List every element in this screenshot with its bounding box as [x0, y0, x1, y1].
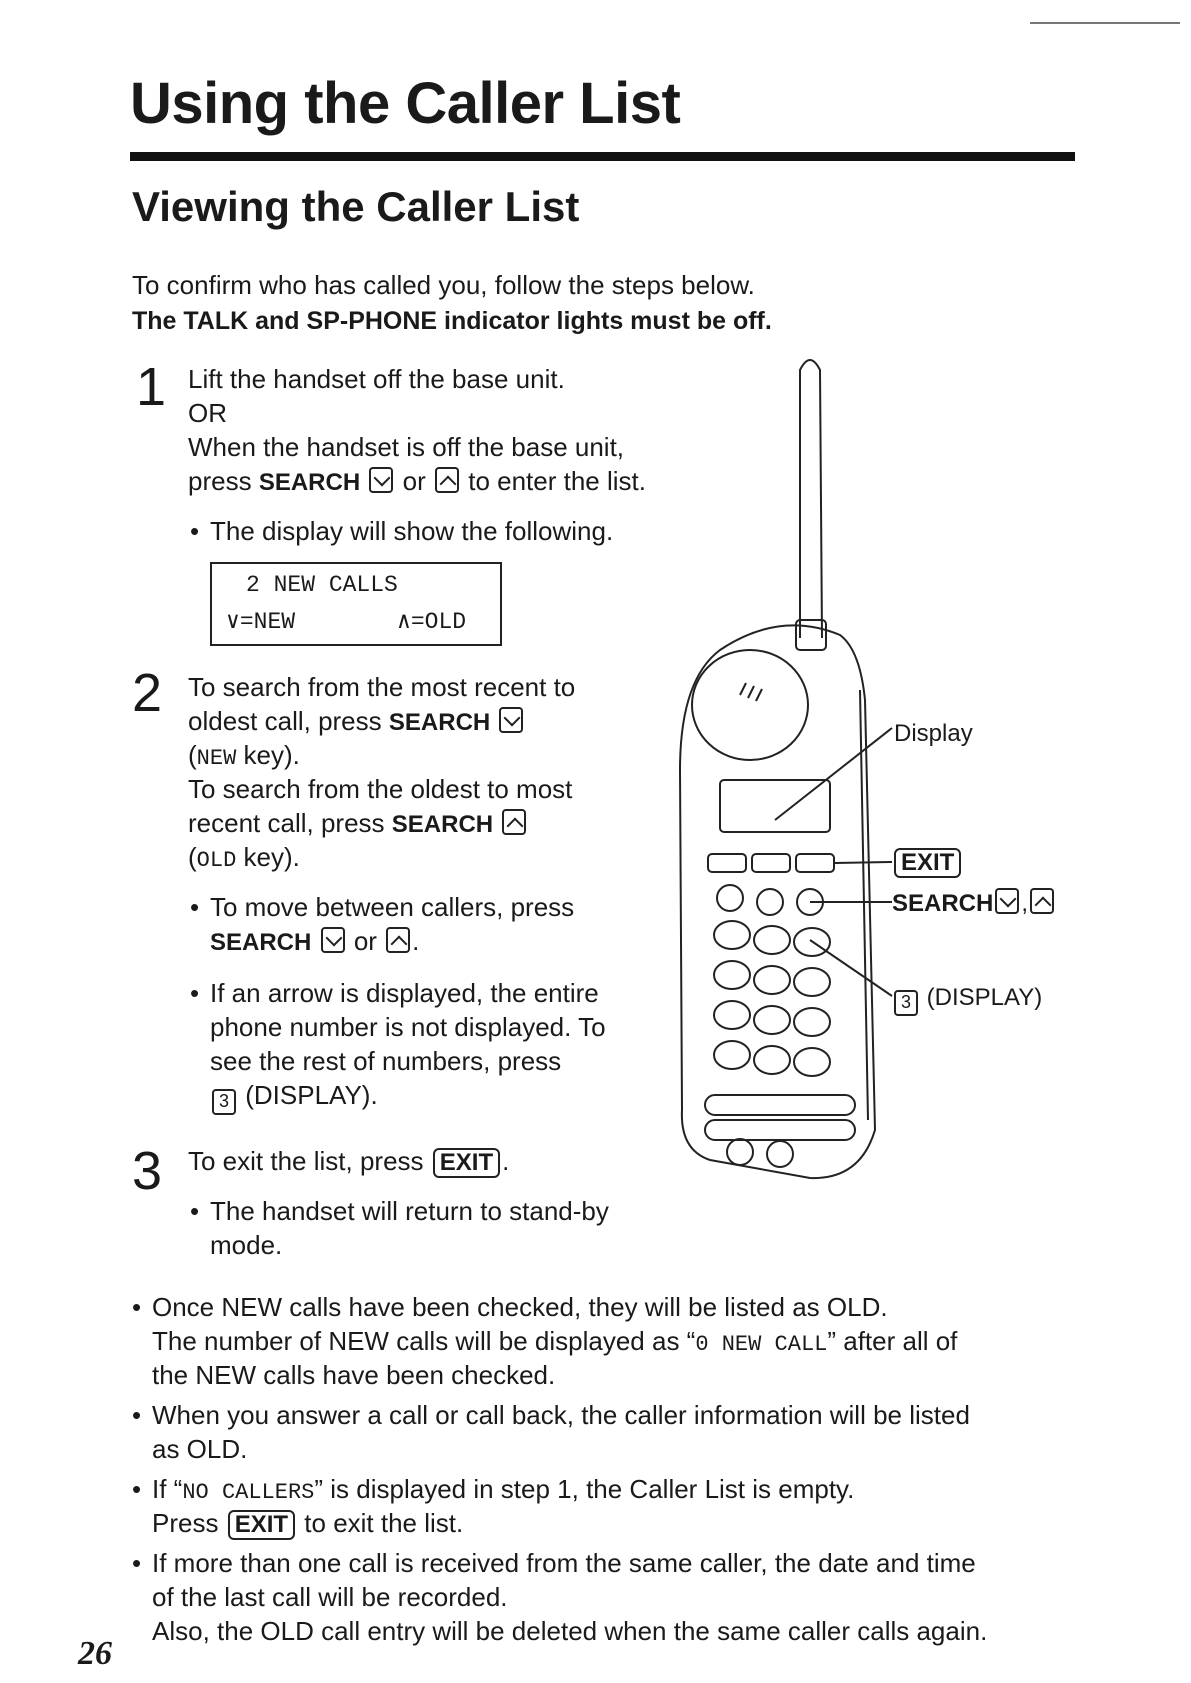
note-1-line-1: • Once NEW calls have been checked, they will be listed as OLD.	[152, 1290, 888, 1324]
step-2-line-2-text: oldest call, press	[188, 706, 382, 736]
step-1-line-1: Lift the handset off the base unit.	[188, 364, 565, 394]
step-2-bullet-2-line-2: phone number is not displayed. To	[210, 1012, 606, 1042]
note-4-line-2: of the last call will be recorded.	[152, 1582, 508, 1612]
new-key-label: NEW	[196, 746, 237, 771]
handset-illustration	[660, 350, 1180, 1180]
note-4-line-3: Also, the OLD call entry will be deleted when the same caller calls again.	[152, 1616, 988, 1646]
display-row-2-left: ∨=NEW	[226, 609, 296, 635]
search-key-label: SEARCH	[258, 469, 361, 496]
step-2-number: 2	[132, 663, 163, 723]
keypad-key-shape	[714, 1041, 750, 1069]
talk-button-shape	[727, 1139, 753, 1165]
down-arrow-key-icon	[499, 707, 523, 733]
lower-button-shape	[705, 1095, 855, 1115]
step-2-line-5	[188, 806, 528, 842]
note-1-text-b: ” after all of	[827, 1326, 958, 1356]
old-key-label: OLD	[196, 848, 237, 873]
search-button-shape	[757, 889, 783, 915]
exit-list-text: to exit the list.	[304, 1508, 464, 1538]
down-arrow-key-icon	[995, 888, 1019, 914]
search-key-label: SEARCH	[892, 890, 994, 917]
search-key-label: SEARCH	[210, 929, 312, 956]
step-1-number: 1	[136, 357, 167, 417]
press-text: Press	[152, 1508, 219, 1538]
key-text: key).	[243, 842, 300, 872]
step-3-bullet-line-1: • The handset will return to stand-by	[210, 1194, 609, 1228]
step-1-line-3: When the handset is off the base unit,	[188, 432, 625, 462]
note-3-line-2	[152, 1506, 463, 1540]
step-3-text: To exit the list, press	[188, 1146, 424, 1176]
sp-phone-button-shape	[767, 1141, 793, 1167]
lower-button-shape	[705, 1120, 855, 1140]
key-3-icon: 3	[894, 990, 918, 1016]
note-2-line-1: • When you answer a call or call back, the caller information will be listed	[152, 1398, 970, 1432]
speaker-grille-shape	[740, 683, 762, 701]
keypad-key-shape	[794, 1048, 830, 1076]
display-key-callout-line	[810, 940, 892, 996]
search-key-label: SEARCH	[388, 709, 491, 736]
function-button-shape	[708, 854, 746, 872]
or-text: or	[353, 926, 377, 956]
down-arrow-key-icon	[369, 467, 393, 493]
step-2-bullet-2-line-1: • If an arrow is displayed, the entire	[210, 976, 599, 1010]
display-text: (DISPLAY).	[245, 1080, 378, 1110]
step-2-line-2	[188, 704, 525, 740]
display-row-2-right: ∧=OLD	[397, 609, 467, 635]
note-3-text-b: ” is displayed in step 1, the Caller List is empty.	[314, 1474, 855, 1504]
exit-key-icon: EXIT	[228, 1510, 295, 1540]
up-arrow-key-icon	[502, 809, 526, 835]
title-rule	[130, 152, 1075, 161]
search-key-label: SEARCH	[391, 811, 494, 838]
step-2-line-6: (OLD key).	[188, 842, 300, 873]
display-row-1: 2 NEW CALLS	[246, 572, 398, 598]
keypad-key-shape	[714, 921, 750, 949]
step-1-press-text: press	[188, 466, 252, 496]
enter-list-text: to enter the list.	[468, 466, 646, 496]
note-1-line-3: the NEW calls have been checked.	[152, 1360, 556, 1390]
step-2-line-5-text: recent call, press	[188, 808, 385, 838]
note-2-line-2: as OLD.	[152, 1434, 248, 1464]
page-title: Using the Caller List	[130, 71, 681, 136]
top-rule	[1030, 22, 1180, 24]
step-2-line-4: To search from the oldest to most	[188, 774, 573, 804]
note-3-text-a: If “	[152, 1474, 183, 1504]
handset-display-shape	[720, 780, 830, 832]
note-1-text-a: The number of NEW calls will be displayed as “	[152, 1326, 696, 1356]
up-arrow-key-icon	[386, 927, 410, 953]
note-4-line-1: • If more than one call is received from the same caller, the date and time	[152, 1546, 976, 1580]
exit-button-shape	[796, 854, 834, 872]
antenna-shape	[800, 360, 822, 638]
display-box	[210, 562, 502, 646]
keypad-key-shape	[754, 1006, 790, 1034]
step-1-line-4	[188, 464, 646, 500]
keypad-key-shape	[714, 1001, 750, 1029]
intro-text: To confirm who has called you, follow the steps below.	[132, 270, 755, 300]
step-3-line-1: To exit the list, press EXIT .	[188, 1146, 510, 1176]
up-arrow-key-icon	[435, 467, 459, 493]
function-button-shape	[752, 854, 790, 872]
zero-new-call-text: 0 NEW CALL	[695, 1332, 828, 1357]
keypad-key-shape	[794, 968, 830, 996]
step-3-number: 3	[132, 1141, 163, 1201]
intro-bold-text: The TALK and SP-PHONE indicator lights must be off.	[132, 307, 772, 335]
display-key-label: (DISPLAY)	[926, 984, 1043, 1011]
keypad-key-shape	[754, 966, 790, 994]
step-2-bullet-2-line-3: see the rest of numbers, press	[210, 1046, 562, 1076]
step-2-bullet-1-line-1: • To move between callers, press	[210, 890, 574, 924]
step-2-line-3: (NEW key).	[188, 740, 300, 771]
key-text: key).	[243, 740, 300, 770]
earpiece-shape	[692, 650, 808, 760]
keypad-key-shape	[794, 1008, 830, 1036]
exit-callout-label	[892, 848, 963, 878]
step-2-bullet-1-line-2: SEARCH or .	[210, 926, 420, 956]
section-title: Viewing the Caller List	[132, 183, 580, 230]
or-text: or	[402, 466, 426, 496]
key-3-icon: 3	[212, 1089, 236, 1115]
note-3-line-1	[152, 1472, 854, 1510]
exit-callout-line	[835, 862, 892, 863]
search-callout-label: SEARCH ,	[892, 888, 1056, 918]
exit-key-icon: EXIT	[433, 1148, 500, 1178]
exit-key-icon: EXIT	[894, 848, 961, 878]
step-2-line-1: To search from the most recent to	[188, 672, 576, 702]
display-key-callout-label	[892, 984, 1042, 1016]
keypad-key-shape	[754, 1046, 790, 1074]
keypad-key-shape	[754, 926, 790, 954]
no-callers-text: NO CALLERS	[182, 1480, 315, 1505]
step-1-bullet: • The display will show the following.	[210, 514, 613, 548]
up-arrow-key-icon	[1030, 888, 1054, 914]
display-callout-label: Display	[894, 720, 973, 747]
step-1-line-2: OR	[188, 398, 227, 428]
page-number: 26	[78, 1635, 112, 1672]
step-2-bullet-2-line-4	[210, 1078, 378, 1115]
down-arrow-key-icon	[321, 927, 345, 953]
keypad-key-shape	[714, 961, 750, 989]
note-1-line-2	[152, 1324, 957, 1362]
search-button-shape	[717, 885, 743, 911]
step-3-bullet-line-2: mode.	[210, 1230, 283, 1260]
